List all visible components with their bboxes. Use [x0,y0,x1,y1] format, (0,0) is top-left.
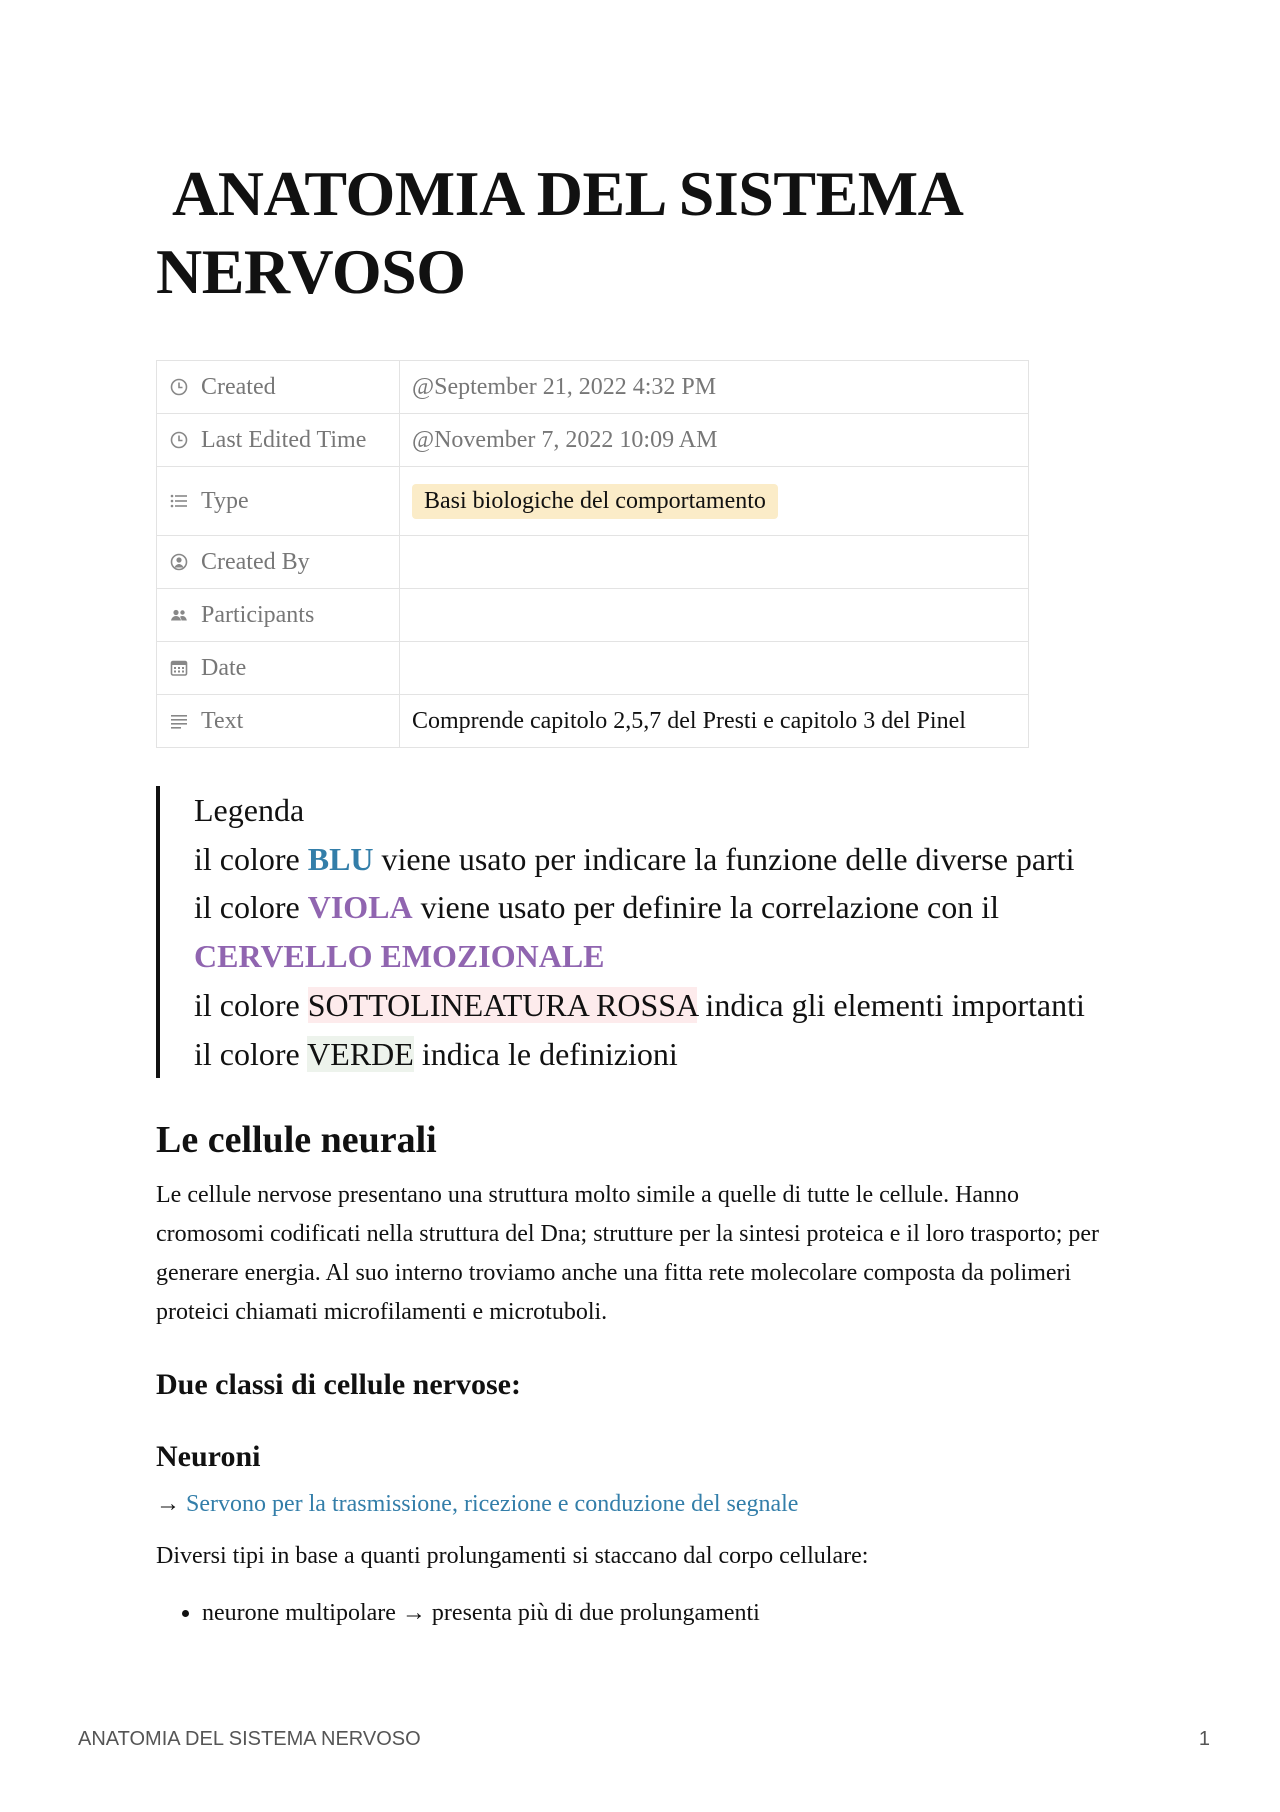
legend-line-purple [194,883,1154,932]
property-key: Date [201,654,247,681]
property-value[interactable] [400,536,1029,589]
legend-line-green [194,1030,1154,1079]
property-key: Created By [201,548,310,575]
property-row-text [157,695,1029,748]
clock-icon [169,430,189,450]
legend-text: il colore [194,840,308,877]
property-key: Last Edited Time [201,426,367,453]
subheading-neuroni: Neuroni [156,1440,261,1473]
property-key: Text [201,707,244,734]
calendar-icon [169,658,189,678]
property-value[interactable] [400,589,1029,642]
property-row-created [157,361,1029,414]
legend-text: viene usato per definire la correlazione con il [412,889,1000,926]
legend-line-blue [194,835,1154,884]
legend-blue-word: BLU [307,840,374,877]
legend-text: indica gli elementi importanti [697,986,1085,1023]
legend-line-red [194,981,1154,1030]
legend-text: indica le definizioni [413,1035,678,1072]
property-value[interactable] [400,642,1029,695]
legend-text: il colore [194,986,308,1023]
types-list [156,1596,760,1630]
property-key: Type [201,487,249,514]
property-value[interactable]: Comprende capitolo 2,5,7 del Presti e capitolo 3 del Pinel [400,695,1029,748]
page-number: 1 [1198,1728,1210,1750]
clock-icon [169,377,189,397]
arrow-glyph: → [156,1491,180,1517]
people-icon [169,605,189,625]
text-lines-icon [169,711,189,731]
property-key: Created [201,373,276,400]
property-key: Participants [201,601,315,628]
page-title-line2: NERVOSO [156,236,466,307]
subheading-classes: Due classi di cellule nervose: [156,1368,521,1401]
property-row-created-by [157,536,1029,589]
property-row-participants [157,589,1029,642]
page-title-line1: ANATOMIA DEL SISTEMA [172,158,964,229]
legend-emotional-brain: CERVELLO EMOZIONALE [194,938,605,975]
legend-text: il colore [194,889,308,926]
property-row-type [157,467,1029,536]
list-icon [169,491,189,511]
neuroni-function-text: Servono per la trasmissione, ricezione e conduzione del segnale [186,1491,799,1517]
list-item: • neurone multipolare → presenta più di due prolungamenti [202,1596,760,1630]
legend-red-word: SOTTOLINEATURA ROSSA [307,986,698,1023]
legend-text: il colore [194,1035,308,1072]
property-row-date [157,642,1029,695]
person-circle-icon [169,552,189,572]
properties-table [156,360,1029,748]
legend-purple-word: VIOLA [307,889,413,926]
property-row-last-edited [157,414,1029,467]
types-intro: Diversi tipi in base a quanti prolungamenti si staccano dal corpo cellulare: [156,1543,869,1569]
type-tag[interactable]: Basi biologiche del comportamento [412,484,778,519]
neuroni-function-line [156,1491,798,1518]
footer-title: ANATOMIA DEL SISTEMA NERVOSO [78,1728,421,1750]
section-paragraph: Le cellule nervose presentano una struttura molto simile a quelle di tutte le cellule. Hanno cromosomi codificati nella struttura del Dna; strutture per la sintesi proteica e il loro trasporto; per generare energia. Al suo interno troviamo anche una fitta rete molecolare composta da polimeri proteici chiamati microfilamenti e microtuboli. [156,1182,1100,1325]
legend-callout [156,786,1154,1078]
property-value[interactable]: @November 7, 2022 10:09 AM [400,414,1029,467]
legend-green-word: VERDE [307,1035,414,1072]
section-heading: Le cellule neurali [156,1119,437,1161]
legend-text: viene usato per indicare la funzione delle diverse parti [373,840,1075,877]
legend-heading: Legenda [194,792,305,828]
page-title [156,155,963,311]
property-value[interactable]: @September 21, 2022 4:32 PM [400,361,1029,414]
